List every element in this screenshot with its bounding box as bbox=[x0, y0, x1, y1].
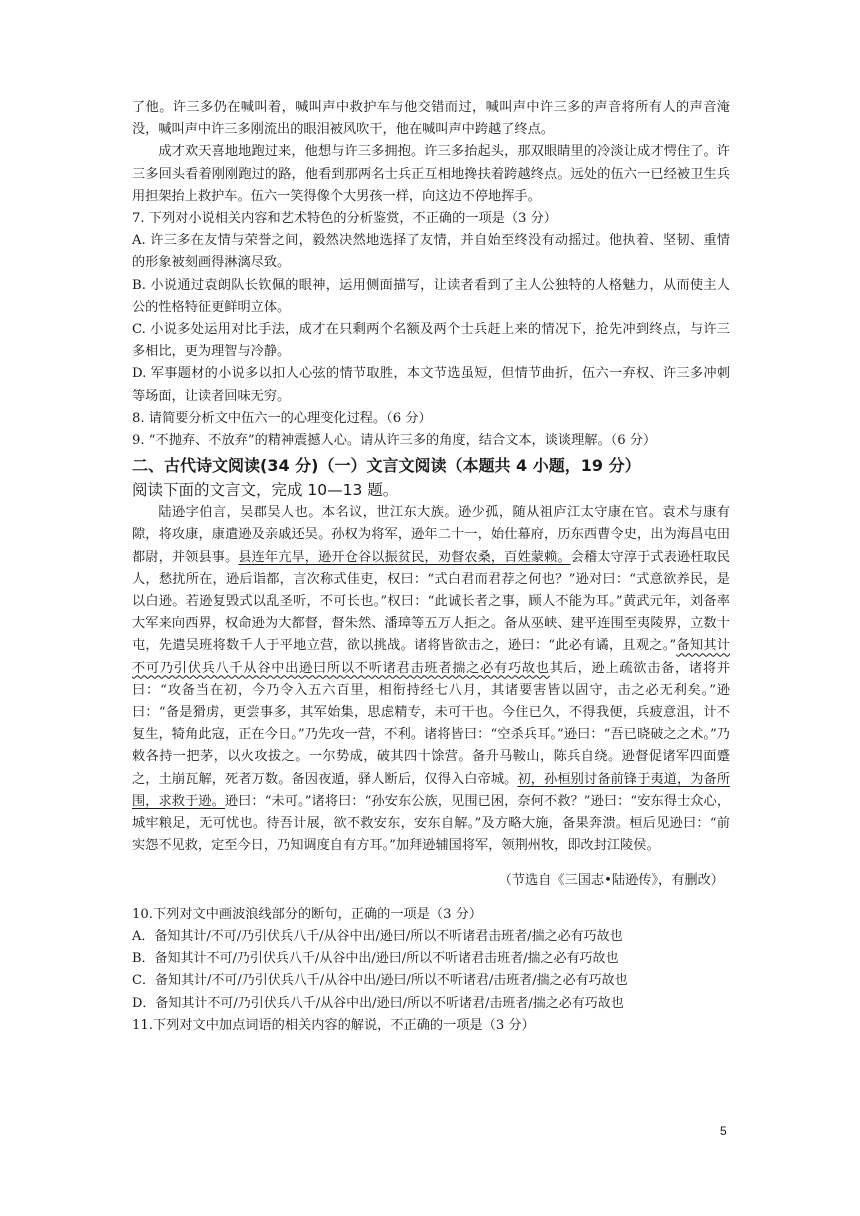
question-10-option-b: B．备知其计不可/乃引伏兵八千/从谷中出/逊曰/所以不听诸君击班者/揣之必有巧故也 bbox=[132, 951, 619, 967]
question-11-stem: 11.下列对文中加点词语的相关内容的解说，不正确的一项是（3 分） bbox=[132, 1017, 535, 1033]
section-heading: 二、古代诗文阅读(34 分)（一）文言文阅读（本题共 4 小题，19 分） bbox=[132, 456, 641, 476]
question-10-option-a: A．备知其计/不可/乃引伏兵八千/从谷中出/逊曰/所以不听诸君击班者/揣之必有巧故也 bbox=[132, 928, 623, 944]
story-paragraph: 成才欢天喜地地跑过来，他想与许三多拥抱。许三多抬起头，那双眼睛里的冷淡让成才愕住了。许三多回头看着刚刚跑过的路，他看到那两名士兵正互相地搀扶着跨越终点。远处的伍六一已经被卫生兵用担架抬上救护车。伍六一笑得像个大男孩一样，向这边不停地挥手。 bbox=[132, 144, 730, 204]
source-note: （节选自《三国志•陆逊传》，有删改） bbox=[498, 872, 724, 888]
question-9: 9. “不抛弃、不放弃”的精神震撼人心。请从许三多的角度，结合文本，谈谈理解。（6 分） bbox=[132, 433, 657, 449]
wavy-underlined-sentence: 备知其计不可乃引伏兵八千从谷中出逊曰所以不听诸君击班者揣之必有巧故也 bbox=[132, 638, 730, 676]
question-7-option-b: B. 小说通过袁朗队长钦佩的眼神，运用侧面描写，让读者看到了主人公独特的人格魅力，从而使主人公的性格特征更鲜明立体。 bbox=[132, 277, 730, 315]
page-number: 5 bbox=[720, 1124, 727, 1138]
passage-text: 逊曰：“未可。”诸将曰：“孙安东公族，见围已困，奈何不救？”逊曰：“安东得士众心，城牢粮足，无可忧也。待吾计展，欲不救安东，安东自解。”及方略大施，备果奔溃。桓后见逊曰：“前实怨不见救，定至今日，乃知调度自有方耳。”加拜逊辅国将军，领荆州牧，即改封江陵侯。 bbox=[132, 793, 731, 854]
question-8: 8. 请简要分析文中伍六一的心理变化过程。（6 分） bbox=[132, 410, 432, 426]
question-10-stem: 10.下列对文中画波浪线部分的断句，正确的一项是（3 分） bbox=[132, 906, 483, 922]
question-7-option-d: D. 军事题材的小说多以扣人心弦的情节取胜，本文节选虽短，但情节曲折，伍六一弃权、许三多冲刺等场面，让读者回味无穷。 bbox=[132, 366, 730, 404]
classical-passage bbox=[132, 502, 730, 857]
passage-text: 其后，逊上疏欲击备，诸将并曰：“攻备当在初，今乃令入五六百里，相衔持经七八月，其诸要害皆以固守，击之必无利矣。”逊曰：“备是猾虏，更尝事多，其军始集，思虑精专，未可干也。今住已久，不得我便，兵疲意沮，计不复生，犄角此寇，正在今日。”乃先攻一营，不利。诸将皆曰：“空杀兵耳。”逊曰：“吾已晓破之之术。”乃敕各持一把茅，以火攻拔之。一尔势成，破其四十馀营。备升马鞍山，陈兵自绕。逊督促诸军四面蹙之，土崩瓦解，死者万数。备因夜遁，驿人断后，仅得入白帝城。 bbox=[132, 660, 731, 787]
passage-text: 陆逊字伯言，吴郡吴人也。本名议，世江东大族。逊少孤，随从祖庐江太守康在官。袁术与康有隙，将攻康，康遣逊及亲戚还吴。孙权为将军，逊年二十一，始仕幕府，历东西曹令史，出为海昌屯田都尉，并领县事。 bbox=[132, 505, 730, 565]
question-10-option-c: C．备知其计/不可/乃引伏兵八千/从谷中出/逊曰/所以不听诸君/击班者/揣之必有巧故也 bbox=[132, 973, 628, 989]
question-7-option-a: A. 许三多在友情与荣誉之间，毅然决然地选择了友情，并自始至终没有动摇过。他执着、坚韧、重情的形象被刻画得淋漓尽致。 bbox=[132, 233, 730, 271]
question-10-option-d: D．备知其计不可/乃引伏兵八千/从谷中出/逊曰/所以不听诸君/击班者/揣之必有巧故也 bbox=[132, 995, 624, 1011]
passage-text: 会稽太守淳于式表逊枉取民人，愁扰所在，逊后诣都，言次称式佳吏，权曰：“式白君而君荐之何也？”逊对曰：“式意欲养民，是以白逊。若逊复毁式以乱圣听，不可长也。”权曰：“此诚长者之事，顾人不能为耳。”黄武元年，刘备率大军来向西界，权命逊为大都督，督朱然、潘璋等五万人拒之。备从巫峡、建平连围至夷陵界，立数十屯，先遣吴班将数千人于平地立营，欲以挑战。诸将皆欲击之，逊曰：“此必有谲，且观之。” bbox=[132, 549, 731, 654]
question-7-option-c: C. 小说多处运用对比手法，成才在只剩两个名额及两个士兵赶上来的情况下，抢先冲到终点，与许三多相比，更为理智与冷静。 bbox=[132, 322, 730, 360]
text-column bbox=[132, 97, 730, 1037]
underlined-sentence: 县连年亢旱，逊开仓谷以振贫民，劝督农桑，百姓蒙赖。 bbox=[238, 549, 571, 565]
story-paragraph: 了他。许三多仍在喊叫着，喊叫声中救护车与他交错而过，喊叫声中许三多的声音将所有人的声音淹没，喊叫声中许三多刚流出的眼泪被风吹干，他在喊叫声中跨越了终点。 bbox=[132, 100, 730, 138]
underlined-sentence: 初，孙桓别讨备前锋于夷道，为备所围，求救于逊。 bbox=[132, 771, 731, 809]
section-instruction: 阅读下面的文言文，完成 10—13 题。 bbox=[132, 481, 399, 500]
question-7-stem: 7. 下列对小说相关内容和艺术特色的分析鉴赏，不正确的一项是（3 分） bbox=[132, 211, 557, 227]
